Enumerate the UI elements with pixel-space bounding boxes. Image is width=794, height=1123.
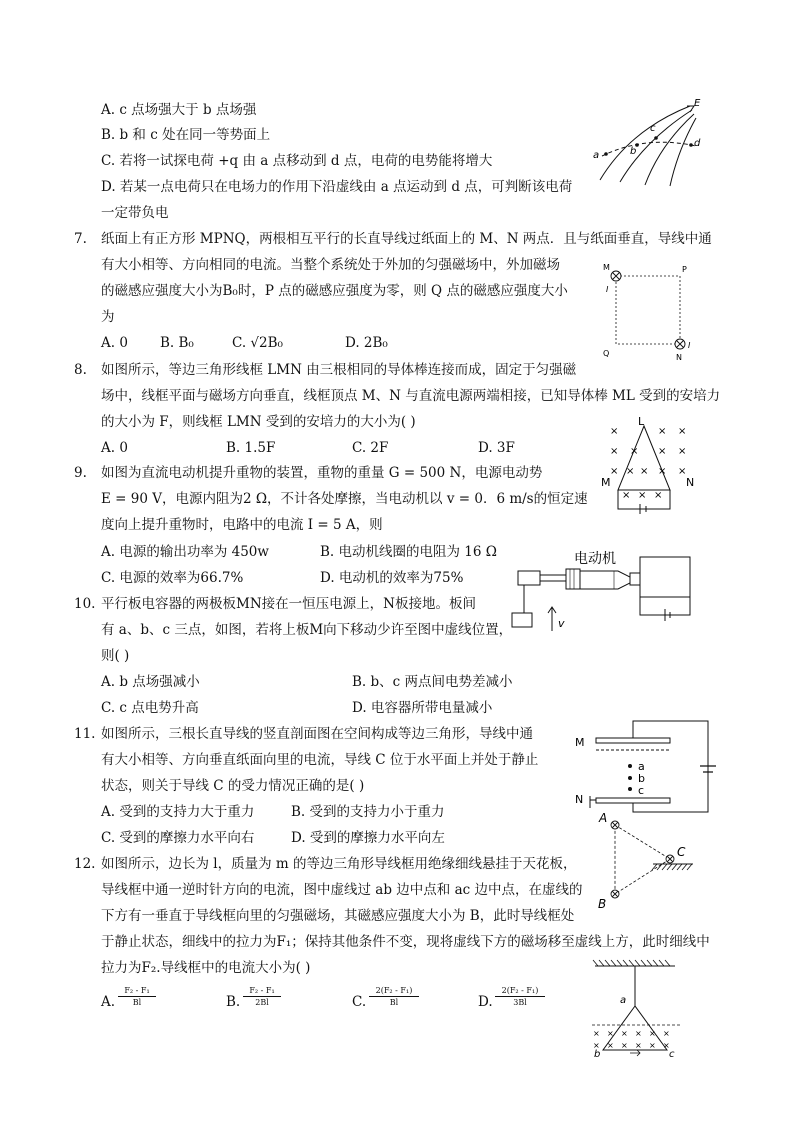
magnetic-field-into-page-mark: ×: [678, 466, 687, 477]
surface-hatch-line: [682, 864, 687, 870]
q7-option-a: A. 0: [101, 335, 128, 351]
q9-number: 9.: [74, 465, 87, 481]
q7-stem-line-3: 的磁感应强度大小为B₀时，P 点的磁感应强度为零，则 Q 点的磁感应强度大小: [101, 283, 568, 299]
magnetic-field-into-page-mark: ×: [663, 1041, 670, 1050]
ceiling-hatch-line: [623, 960, 628, 966]
magnetic-field-into-page-mark: ×: [640, 466, 649, 477]
ceiling-hatch-line: [659, 960, 664, 966]
magnetic-field-into-page-mark: ×: [678, 426, 687, 437]
q9-stem-line-1: 如图为直流电动机提升重物的装置，重物的重量 G = 500 N，电源电动势: [101, 465, 543, 481]
q10-stem-line-2: 有 a、b、c 三点，如图，若将上板M向下移动少许至图中虚线位置，: [101, 622, 513, 638]
magnetic-field-into-page-mark: ×: [654, 490, 663, 501]
q11-option-d: D. 受到的摩擦力水平向左: [291, 830, 445, 846]
magnetic-field-into-page-mark: ×: [658, 446, 667, 457]
q6-option-a: A. c 点场强大于 b 点场强: [101, 102, 257, 118]
magnetic-field-into-page-mark: ×: [678, 446, 687, 457]
q11-stem-line-3: 状态，则关于导线 C 的受力情况正确的是( ): [101, 778, 365, 794]
q9-option-b: B. 电动机线圈的电阻为 16 Ω: [320, 544, 497, 560]
q6-option-d-cont: 一定带负电: [101, 205, 169, 221]
q7-stem-line-4: 为: [101, 309, 115, 325]
q12-option-a-numerator: F₂ - F₁: [118, 985, 156, 997]
q12-option-c-letter: C.: [352, 994, 367, 1010]
q11-fig-label-c: C: [677, 845, 686, 859]
q7-fig-label-q: Q: [603, 349, 610, 358]
q12-option-d-fraction: [495, 985, 545, 1008]
magnetic-field-into-page-mark: ×: [658, 426, 667, 437]
q7-option-d: D. 2B₀: [345, 335, 388, 351]
q11-wires-figure: [595, 810, 705, 912]
q12-option-c-numerator: 2(F₂ - F₁): [369, 985, 419, 997]
q12-frame-figure: [590, 958, 690, 1064]
magnetic-field-into-page-mark: ×: [630, 446, 639, 457]
magnetic-field-into-page-mark: ×: [638, 490, 647, 501]
q12-option-d-numerator: 2(F₂ - F₁): [495, 985, 545, 997]
q10-option-b: B. b、c 两点间电势差减小: [352, 674, 513, 690]
q12-fig-label-a: a: [620, 995, 627, 1006]
q7-fig-label-p: P: [682, 265, 687, 274]
q12-fig-label-c: c: [669, 1049, 675, 1060]
q10-fig-label-b: b: [638, 772, 645, 785]
ceiling-hatch-line: [629, 960, 634, 966]
q8-fig-label-m: M: [601, 476, 611, 489]
q10-fig-label-n: N: [575, 793, 584, 806]
magnetic-field-into-page-mark: ×: [649, 1041, 656, 1050]
q9-option-d: D. 电动机的效率为75%: [320, 570, 464, 586]
q12-stem-line-5: 拉力为F₂.导线框中的电流大小为( ): [101, 960, 311, 976]
ceiling-hatch-line: [647, 960, 652, 966]
q6-option-c: C. 若将一试探电荷 +q 由 a 点移动到 d 点，电荷的电势能将增大: [101, 153, 493, 169]
q7-fig-label-i1: I: [606, 285, 609, 294]
q11-option-a: A. 受到的支持力大于重力: [101, 804, 255, 820]
ceiling-hatch-line: [635, 960, 640, 966]
ceiling-hatch-line: [611, 960, 616, 966]
q9-option-c: C. 电源的效率为66.7%: [101, 570, 244, 586]
q7-stem-line-2: 有大小相等、方向相同的电流。当整个系统处于外加的匀强磁场中，外加磁场: [101, 257, 560, 273]
magnetic-field-into-page-mark: ×: [621, 1041, 628, 1050]
q8-stem-line-3: 的大小为 F，则线框 LMN 受到的安培力的大小为( ): [101, 414, 416, 430]
q8-option-b: B. 1.5F: [226, 440, 276, 456]
q8-stem-line-2: 场中，线框平面与磁场方向垂直，线框顶点 M、N 与直流电源两端相接，已知导体棒 ML 受到的安培力: [101, 388, 721, 404]
q6-field-lines-figure: [590, 100, 710, 190]
ceiling-hatch-line: [599, 960, 604, 966]
q12-stem-line-2: 导线框中通一逆时针方向的电流，图中虚线过 ab 边中点和 ac 边中点，在虚线的: [101, 882, 583, 898]
ceiling-hatch-line: [653, 960, 658, 966]
magnetic-field-into-page-mark: ×: [626, 466, 635, 477]
surface-hatch-line: [677, 864, 682, 870]
q11-fig-label-b: B: [598, 897, 607, 911]
q10-fig-label-a: a: [638, 760, 645, 773]
magnetic-field-into-page-mark: ×: [610, 426, 619, 437]
magnetic-field-into-page-mark: ×: [663, 1029, 670, 1038]
q9-stem-line-3: 度向上提升重物时，电路中的电流 I = 5 A，则: [101, 517, 383, 533]
magnetic-field-into-page-mark: ×: [593, 1041, 600, 1050]
q10-fig-label-m: M: [575, 736, 585, 749]
q12-stem-line-4: 于静止状态，细线中的拉力为F₁；保持其他条件不变，现将虚线下方的磁场移至虚线上方，此时细线中: [101, 934, 710, 950]
q7-square-figure: [600, 262, 700, 362]
q11-stem-line-2: 有大小相等、方向垂直纸面向里的电流，导线 C 位于水平面上并处于静止: [101, 752, 539, 768]
q8-triangle-figure: [598, 416, 708, 520]
q12-option-c-denominator: Bl: [389, 998, 399, 1007]
q12-option-d-denominator: 3Bl: [513, 998, 527, 1007]
q10-option-c: C. c 点电势升高: [101, 700, 199, 716]
q10-fig-label-c: c: [638, 784, 645, 797]
magnetic-field-into-page-mark: ×: [610, 466, 619, 477]
q7-option-b: B. B₀: [160, 335, 194, 351]
q7-option-c: C. √2B₀: [232, 335, 283, 351]
magnetic-field-into-page-mark: ×: [593, 1029, 600, 1038]
q9-fig-motor-label: 电动机: [574, 551, 616, 567]
q10-option-d: D. 电容器所带电量减小: [352, 700, 493, 716]
q9-fig-label-v: v: [558, 617, 565, 630]
q11-option-b: B. 受到的支持力小于重力: [291, 804, 445, 820]
magnetic-field-into-page-mark: ×: [658, 466, 667, 477]
q8-stem-line-1: 如图所示，等边三角形线框 LMN 由三根相同的导体棒连接而成，固定于匀强磁: [101, 362, 577, 378]
q6-option-d: D. 若某一点电荷只在电场力的作用下沿虚线由 a 点运动到 d 点，可判断该电荷: [101, 179, 573, 195]
q12-option-b-numerator: F₂ - F₁: [243, 985, 281, 997]
q11-option-c: C. 受到的摩擦力水平向右: [101, 830, 255, 846]
q12-stem-line-1: 如图所示，边长为 l，质量为 m 的等边三角形导线框用绝缘细线悬挂于天花板，: [101, 856, 577, 872]
q10-option-a: A. b 点场强减小: [101, 674, 200, 690]
surface-hatch-line: [672, 864, 677, 870]
ceiling-hatch-line: [593, 960, 598, 966]
q12-fig-label-b: b: [594, 1049, 601, 1060]
ceiling-hatch-line: [617, 960, 622, 966]
q10-stem-line-1: 平行板电容器的两极板MN接在一恒压电源上，N板接地。板间: [101, 596, 476, 612]
q12-option-b-fraction: [243, 985, 281, 1008]
q6-option-b: B. b 和 c 处在同一等势面上: [101, 127, 271, 143]
q12-stem-line-3: 下方有一垂直于导线框向里的匀强磁场，其磁感应强度大小为 B，此时导线框处: [101, 908, 575, 924]
surface-hatch-line: [662, 864, 667, 870]
q10-capacitor-figure: [572, 716, 712, 811]
q6-fig-label-e: E: [694, 98, 701, 109]
magnetic-field-into-page-mark: ×: [607, 1029, 614, 1038]
q10-number: 10.: [74, 596, 96, 612]
q7-fig-label-m: M: [603, 263, 610, 272]
surface-hatch-line: [652, 864, 657, 870]
q7-stem-line-1: 纸面上有正方形 MPNQ，两根相互平行的长直导线过纸面上的 M、N 两点．且与纸面垂直，导线中通: [101, 231, 712, 247]
q8-option-c: C. 2F: [352, 440, 389, 456]
q12-option-a-letter: A.: [101, 994, 116, 1010]
magnetic-field-into-page-mark: ×: [622, 490, 631, 501]
q6-fig-label-c: c: [650, 123, 656, 134]
q11-stem-line-1: 如图所示，三根长直导线的竖直剖面图在空间构成等边三角形，导线中通: [101, 726, 533, 742]
q8-number: 8.: [74, 362, 87, 378]
magnetic-field-into-page-mark: ×: [649, 1029, 656, 1038]
q9-motor-figure: [510, 545, 700, 640]
q6-fig-label-d: d: [694, 138, 701, 149]
q8-option-a: A. 0: [101, 440, 128, 456]
ceiling-hatch-line: [641, 960, 646, 966]
q10-stem-line-3: 则( ): [101, 648, 130, 664]
q9-stem-line-2: E = 90 V，电源内阻为2 Ω，不计各处摩擦，当电动机以 v = 0．6 m/s的恒定速: [101, 491, 588, 507]
q12-option-d-letter: D.: [478, 994, 493, 1010]
magnetic-field-into-page-mark: ×: [635, 1029, 642, 1038]
magnetic-field-into-page-mark: ×: [610, 446, 619, 457]
q12-option-c-fraction: [369, 985, 419, 1008]
q9-option-a: A. 电源的输出功率为 450w: [101, 544, 269, 560]
surface-hatch-line: [667, 864, 672, 870]
q6-fig-label-b: b: [630, 146, 637, 157]
q12-option-a-denominator: Bl: [132, 998, 142, 1007]
q8-fig-label-n: N: [686, 476, 695, 489]
surface-hatch-line: [687, 864, 692, 870]
q8-option-d: D. 3F: [478, 440, 515, 456]
q12-option-a-fraction: [118, 985, 156, 1008]
q7-fig-label-i2: I: [688, 341, 691, 350]
q12-number: 12.: [74, 856, 96, 872]
ceiling-hatch-line: [665, 960, 670, 966]
surface-hatch-line: [657, 864, 662, 870]
magnetic-field-into-page-mark: ×: [635, 1041, 642, 1050]
q8-fig-label-l: L: [638, 415, 645, 428]
q6-fig-label-a: a: [593, 150, 600, 161]
ceiling-hatch-line: [605, 960, 610, 966]
q12-option-b-letter: B.: [226, 994, 241, 1010]
q11-number: 11.: [74, 726, 96, 742]
magnetic-field-into-page-mark: ×: [607, 1041, 614, 1050]
q7-fig-label-n: N: [676, 353, 682, 362]
q11-fig-label-a: A: [599, 811, 608, 825]
q12-option-b-denominator: 2Bl: [255, 998, 269, 1007]
magnetic-field-into-page-mark: ×: [621, 1029, 628, 1038]
q7-number: 7.: [74, 231, 87, 247]
